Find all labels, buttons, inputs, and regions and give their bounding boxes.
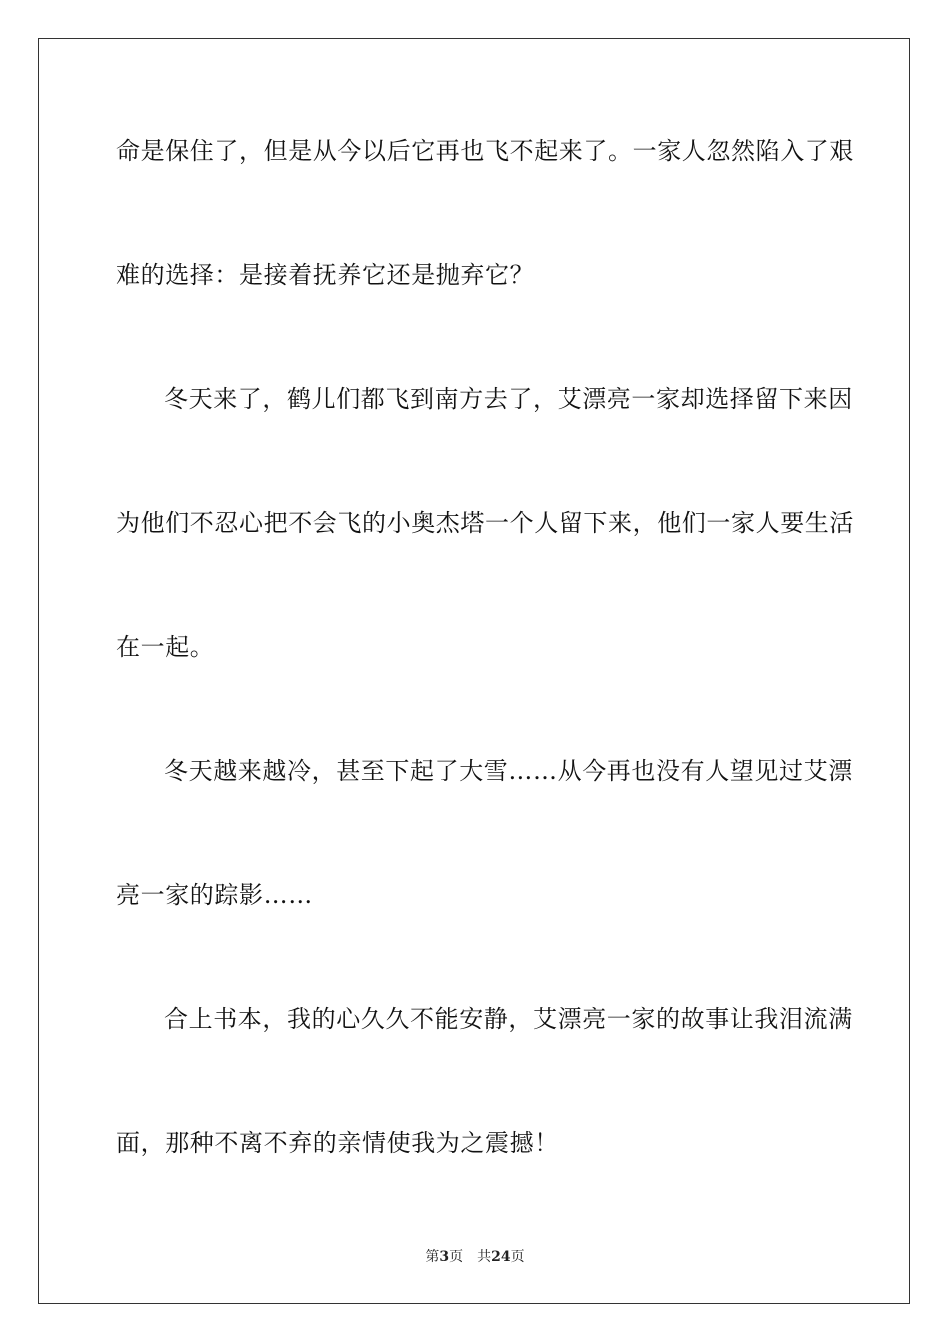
text-line: 为他们不忍心把不会飞的小奥杰塔一个人留下来，他们一家人要生活 xyxy=(116,509,854,537)
page-prefix: 第 xyxy=(425,1249,440,1265)
text-line: 命是保住了，但是从今以后它再也飞不起来了。一家人忽然陷入了艰 xyxy=(116,137,854,165)
page-border xyxy=(38,38,910,1304)
page-suffix: 页 xyxy=(449,1249,464,1265)
total-prefix: 共 xyxy=(477,1249,492,1265)
paragraph-start-line: 冬天越来越冷，甚至下起了大雪……从今再也没有人望见过艾漂 xyxy=(164,757,853,785)
page-number: 3 xyxy=(439,1249,450,1265)
text-line: 亮一家的踪影…… xyxy=(116,881,313,909)
text-line: 难的选择：是接着抚养它还是抛弃它？ xyxy=(116,261,535,289)
text-line: 在一起。 xyxy=(116,633,215,661)
text-line: 面，那种不离不弃的亲情使我为之震撼！ xyxy=(116,1129,559,1157)
total-pages: 24 xyxy=(491,1249,511,1265)
paragraph-start-line: 冬天来了，鹤儿们都飞到南方去了，艾漂亮一家却选择留下来因 xyxy=(164,385,853,413)
total-suffix: 页 xyxy=(510,1249,525,1265)
page-footer xyxy=(0,1248,950,1266)
paragraph-start-line: 合上书本，我的心久久不能安静，艾漂亮一家的故事让我泪流满 xyxy=(164,1005,853,1033)
